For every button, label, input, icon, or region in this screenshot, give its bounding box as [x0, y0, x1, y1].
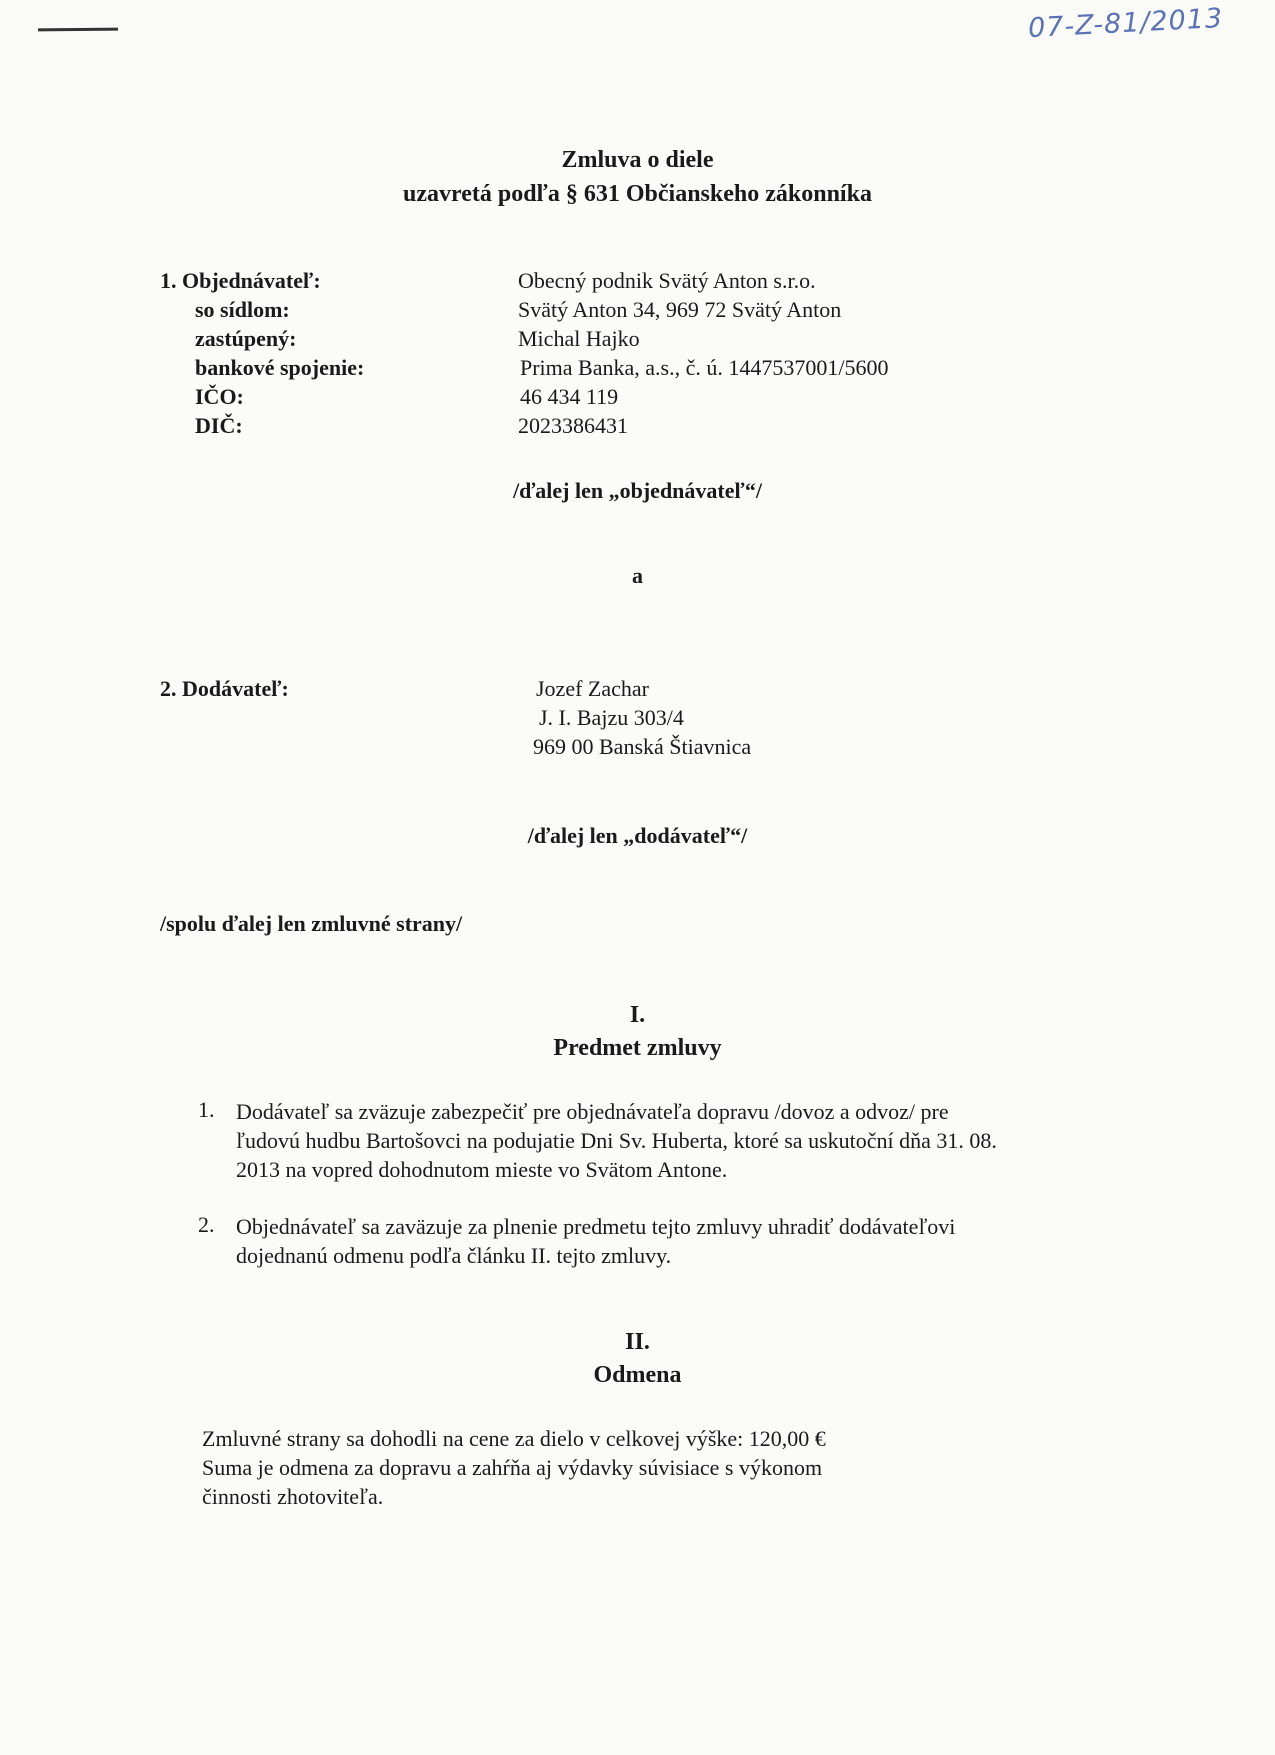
- text-line: Dodávateľ sa zväzuje zabezpečiť pre objednávateľa dopravu /dovoz a odvoz/ pre: [236, 1099, 949, 1124]
- section-1-number: I.: [629, 1002, 646, 1028]
- text-line: činnosti zhotoviteľa.: [202, 1484, 384, 1509]
- party-1-value-dic: 2023386431: [518, 413, 628, 438]
- party-1-value-representative: Michal Hajko: [518, 326, 640, 351]
- party-1-label-bank: bankové spojenie:: [195, 355, 365, 380]
- party-1-value-ico: 46 434 119: [520, 384, 619, 409]
- document-subtitle: uzavretá podľa § 631 Občianskeho zákonníka: [403, 181, 872, 207]
- party-1-heading: 1. Objednávateľ:: [160, 268, 321, 293]
- party-2-street: J. I. Bajzu 303/4: [539, 705, 684, 730]
- section-1-title: Predmet zmluvy: [553, 1035, 722, 1061]
- section-1-item-2-text: [236, 1212, 955, 1270]
- party-2-alias: /ďalej len „dodávateľ“/: [527, 823, 748, 848]
- section-1-item-2-number: 2.: [198, 1212, 215, 1237]
- text-line: Objednávateľ sa zaväzuje za plnenie predmetu tejto zmluvy uhradiť dodávateľovi: [236, 1214, 956, 1239]
- party-1-alias: /ďalej len „objednávateľ“/: [513, 478, 762, 503]
- section-1-item-1-number: 1.: [198, 1097, 215, 1122]
- conjunction: a: [632, 563, 643, 588]
- party-2-city: 969 00 Banská Štiavnica: [533, 734, 752, 759]
- text-line: dojednanú odmenu podľa článku II. tejto zmluvy.: [236, 1243, 672, 1268]
- party-1-value-bank: Prima Banka, a.s., č. ú. 1447537001/5600: [520, 355, 889, 380]
- document-title: Zmluva o diele: [561, 147, 714, 173]
- party-1-label-dic: DIČ:: [195, 413, 243, 438]
- section-1-item-1-text: [236, 1097, 997, 1184]
- party-1-value-seat: Svätý Anton 34, 969 72 Svätý Anton: [518, 297, 842, 322]
- text-line: ľudovú hudbu Bartošovci na podujatie Dni Sv. Huberta, ktoré sa uskutoční dňa 31. 08.: [236, 1128, 997, 1153]
- parties-together: /spolu ďalej len zmluvné strany/: [160, 911, 463, 936]
- text-line: 2013 na vopred dohodnutom mieste vo Svätom Antone.: [236, 1157, 728, 1182]
- party-1-label-representative: zastúpený:: [195, 326, 297, 351]
- party-2-name: Jozef Zachar: [536, 676, 649, 701]
- party-2-heading: 2. Dodávateľ:: [160, 676, 289, 701]
- section-2-number: II.: [625, 1329, 650, 1355]
- party-1-label-seat: so sídlom:: [195, 297, 290, 322]
- party-1-label-ico: IČO:: [195, 384, 244, 409]
- text-line: Suma je odmena za dopravu a zahŕňa aj výdavky súvisiace s výkonom: [202, 1455, 823, 1480]
- handwritten-reference-number: 07-Z-81/2013: [1027, 2, 1224, 45]
- margin-mark: [38, 28, 118, 32]
- text-line: Zmluvné strany sa dohodli na cene za dielo v celkovej výške: 120,00 €: [202, 1426, 826, 1451]
- section-2-title: Odmena: [593, 1362, 682, 1388]
- section-2-text: [202, 1424, 826, 1511]
- party-1-name: Obecný podnik Svätý Anton s.r.o.: [518, 268, 816, 293]
